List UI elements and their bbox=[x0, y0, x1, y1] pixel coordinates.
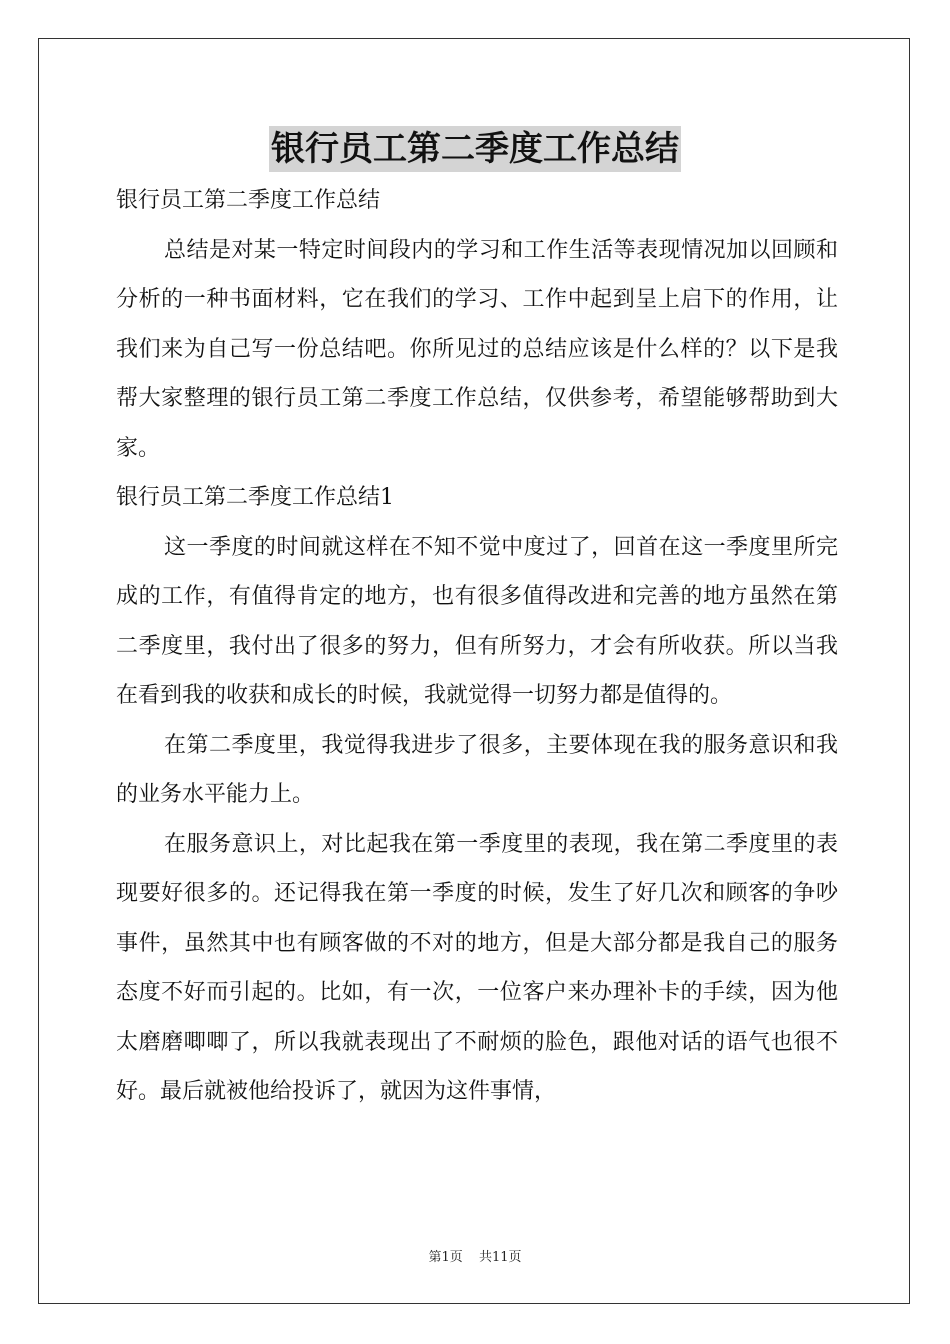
page-footer bbox=[0, 1246, 950, 1265]
title-container bbox=[0, 126, 950, 172]
intro-paragraph: 总结是对某一特定时间段内的学习和工作生活等表现情况加以回顾和分析的一种书面材料，它在我们的学习、工作中起到呈上启下的作用，让我们来为自己写一份总结吧。你所见过的总结应该是什么样的？以下是我帮大家整理的银行员工第二季度工作总结，仅供参考，希望能够帮助到大家。 bbox=[116, 237, 838, 461]
page-total: 共11页 bbox=[478, 1250, 522, 1265]
section-heading: 银行员工第二季度工作总结1 bbox=[116, 485, 394, 510]
page-number: 第1页 bbox=[428, 1250, 463, 1265]
section-paragraph-1: 这一季度的时间就这样在不知不觉中度过了，回首在这一季度里所完成的工作，有值得肯定的地方，也有很多值得改进和完善的地方虽然在第二季度里，我付出了很多的努力，但有所努力，才会有所收获。所以当我在看到我的收获和成长的时候，我就觉得一切努力都是值得的。 bbox=[116, 534, 838, 708]
section-paragraph-2: 在第二季度里，我觉得我进步了很多，主要体现在我的服务意识和我的业务水平能力上。 bbox=[116, 732, 838, 807]
document-body bbox=[116, 176, 838, 1117]
document-subtitle: 银行员工第二季度工作总结 bbox=[116, 188, 381, 213]
document-title: 银行员工第二季度工作总结 bbox=[269, 126, 681, 172]
section-paragraph-3: 在服务意识上，对比起我在第一季度里的表现，我在第二季度里的表现要好很多的。还记得我在第一季度的时候，发生了好几次和顾客的争吵事件，虽然其中也有顾客做的不对的地方，但是大部分都是我自己的服务态度不好而引起的。比如，有一次，一位客户来办理补卡的手续，因为他太磨磨唧唧了，所以我就表现出了不耐烦的脸色，跟他对话的语气也很不好。最后就被他给投诉了，就因为这件事情， bbox=[116, 831, 838, 1104]
